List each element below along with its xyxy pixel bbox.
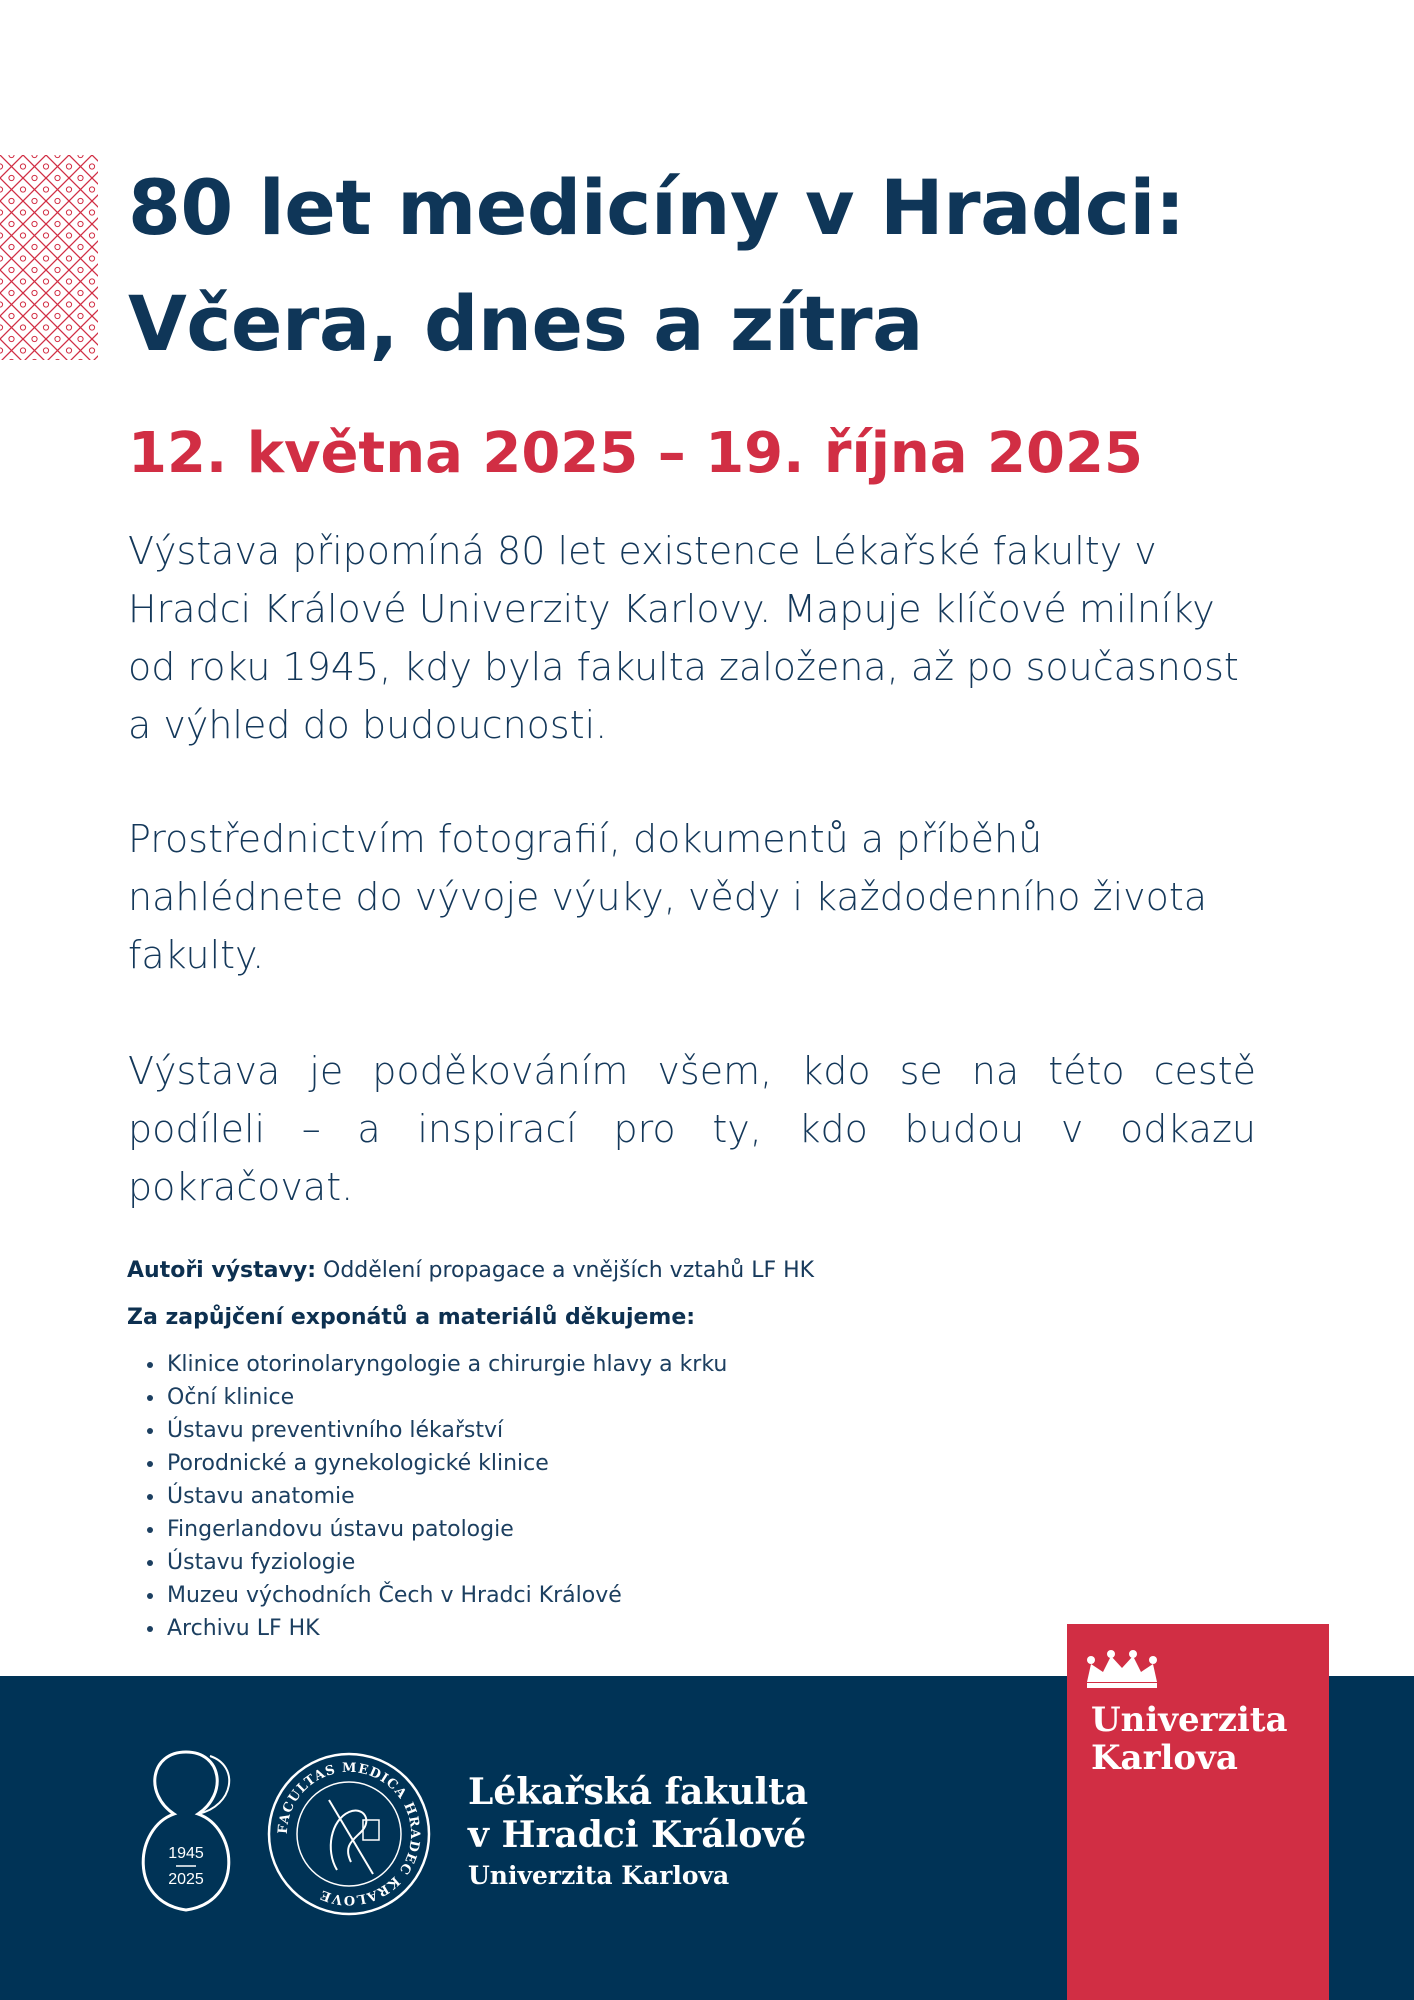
list-item: Klinice otorinolaryngologie a chirurgie hlavy a krku: [127, 1348, 727, 1381]
closing-paragraph: Výstava je poděkováním všem, kdo se na této cestě podíleli – a inspirací pro ty, kdo budou v odkazu pokračovat.: [128, 1049, 1256, 1209]
authors-value: Oddělení propagace a vnějších vztahů LF HK: [323, 1258, 815, 1283]
list-item: Oční klinice: [127, 1381, 727, 1414]
faculty-seal-icon: [265, 1750, 433, 1918]
list-item: Archivu LF HK: [127, 1612, 727, 1645]
title-line-2: Včera, dnes a zítra: [128, 279, 923, 368]
faculty-name-line-2: v Hradci Králové: [468, 1814, 807, 1856]
list-item: Porodnické a gynekologické klinice: [127, 1447, 727, 1480]
intro-paragraph: Výstava připomíná 80 let existence Lékařské fakulty v Hradci Králové Univerzity Karlovy. Mapuje klíčové milníky od roku 1945, kdy byla fakulta založena, až po současnost a výhled do budoucnosti.: [128, 529, 1239, 747]
faculty-name-line-1: Lékařská fakulta: [468, 1771, 809, 1813]
uk-logo-line-1: Univerzita: [1091, 1700, 1288, 1740]
list-item: Fingerlandovu ústavu patologie: [127, 1513, 727, 1546]
list-item: Ústavu fyziologie: [127, 1546, 727, 1579]
diamond-lattice-pattern: [0, 155, 98, 360]
lenders-list: [127, 1348, 727, 1645]
university-name: Univerzita Karlova: [468, 1861, 730, 1890]
charles-university-logo: [1067, 1624, 1329, 2000]
seal-text: FACULTAS MEDICA HRADEC KRALOVE: [275, 1760, 423, 1908]
authors-label: Autoři výstavy:: [127, 1258, 316, 1283]
anniversary-year-end: 2025: [168, 1871, 204, 1888]
list-item: Ústavu anatomie: [127, 1480, 727, 1513]
anniversary-year-start: 1945: [168, 1845, 204, 1862]
eight-80-emblem: [130, 1746, 242, 1916]
crown-icon: [1083, 1650, 1161, 1690]
list-item: Ústavu preventivního lékařství: [127, 1414, 727, 1447]
list-item: Muzeu východních Čech v Hradci Králové: [127, 1579, 727, 1612]
title-line-1: 80 let medicíny v Hradci:: [128, 163, 1185, 252]
thanks-heading: Za zapůjčení exponátů a materiálů děkujeme:: [127, 1305, 696, 1330]
authors-line: [127, 1256, 814, 1286]
exhibition-dates: 12. května 2025 – 19. října 2025: [128, 421, 1143, 486]
content-paragraph: Prostřednictvím fotografií, dokumentů a příběhů nahlédnete do vývoje výuky, vědy i každodenního života fakulty.: [128, 817, 1208, 977]
uk-logo-line-2: Karlova: [1091, 1738, 1238, 1778]
page-title: [128, 150, 1328, 382]
